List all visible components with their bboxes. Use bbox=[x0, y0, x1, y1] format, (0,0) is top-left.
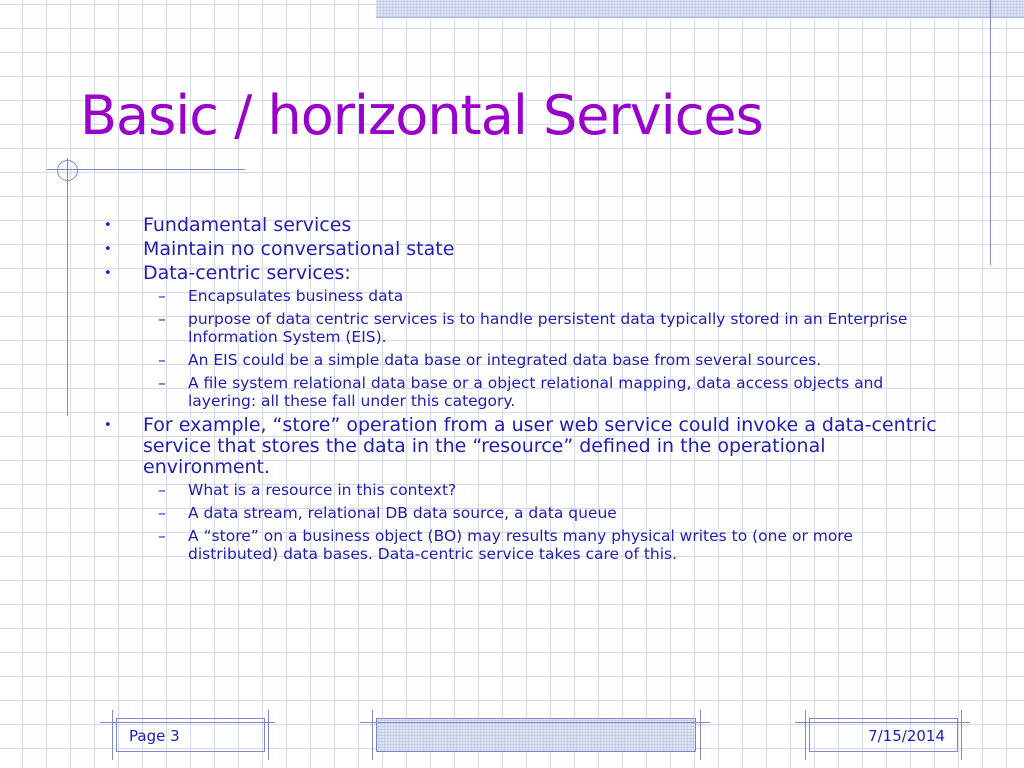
dash-icon: – bbox=[158, 481, 166, 499]
bullet-text: purpose of data centric services is to handle persistent data typically stored in an Enterprise Information System (EIS). bbox=[188, 310, 908, 346]
bullet-text: An EIS could be a simple data base or integrated data base from several sources. bbox=[188, 351, 822, 369]
dash-icon: – bbox=[158, 351, 166, 369]
dash-icon: – bbox=[158, 527, 166, 545]
footer-rule bbox=[795, 722, 970, 723]
footer-tick bbox=[805, 710, 806, 760]
bullet-dot-icon: • bbox=[104, 266, 112, 281]
top-decor-band bbox=[376, 0, 1024, 18]
bullet-text: A data stream, relational DB data source, a data queue bbox=[188, 504, 617, 522]
left-vertical-rule bbox=[67, 158, 68, 416]
sub-bullet-item bbox=[104, 287, 944, 305]
dash-icon: – bbox=[158, 504, 166, 522]
footer-tick bbox=[112, 710, 113, 760]
footer-tick bbox=[961, 710, 962, 760]
footer-page-box bbox=[116, 718, 265, 752]
footer-rule bbox=[360, 722, 710, 723]
bullet-dot-icon: • bbox=[104, 242, 112, 257]
bullet-dot-icon: • bbox=[104, 218, 112, 233]
footer-date-box bbox=[809, 718, 958, 752]
sub-bullet-item bbox=[104, 374, 944, 410]
footer-tick bbox=[268, 710, 269, 760]
sub-bullet-item bbox=[104, 351, 944, 369]
page-number: Page 3 bbox=[129, 727, 180, 745]
bullet-text: For example, “store” operation from a user web service could invoke a data-centric service that stores the data in the “resource” defined in the operational environment. bbox=[143, 414, 937, 478]
bullet-text: A “store” on a business object (BO) may results many physical writes to (one or more distributed) data bases. Data-centric service takes care of this. bbox=[188, 527, 853, 563]
footer-tick bbox=[372, 710, 373, 760]
bullet-text: A file system relational data base or a object relational mapping, data access objects and layering: all these fall under this category. bbox=[188, 374, 884, 410]
dash-icon: – bbox=[158, 310, 166, 328]
sub-bullet-item bbox=[104, 481, 944, 499]
footer-tick bbox=[700, 710, 701, 760]
slide-title: Basic / horizontal Services bbox=[80, 84, 763, 147]
bullet-text: Maintain no conversational state bbox=[143, 238, 455, 260]
bullet-text: Encapsulates business data bbox=[188, 287, 404, 305]
bullet-text: Fundamental services bbox=[143, 214, 352, 236]
sub-bullet-item bbox=[104, 527, 944, 563]
bullet-item bbox=[104, 239, 944, 260]
slide-date: 7/15/2014 bbox=[868, 727, 945, 745]
bullet-item bbox=[104, 415, 944, 478]
bullet-text: Data-centric services: bbox=[143, 262, 351, 284]
dash-icon: – bbox=[158, 287, 166, 305]
sub-bullet-item bbox=[104, 310, 944, 346]
sub-bullet-item bbox=[104, 504, 944, 522]
bullet-item bbox=[104, 215, 944, 236]
bullet-dot-icon: • bbox=[104, 418, 112, 433]
bullet-list bbox=[104, 215, 944, 568]
corner-circle-decor bbox=[57, 160, 78, 181]
footer-rule bbox=[100, 722, 275, 723]
right-vertical-rule bbox=[990, 0, 991, 265]
dash-icon: – bbox=[158, 374, 166, 392]
footer-center-box bbox=[376, 718, 696, 752]
bullet-text: What is a resource in this context? bbox=[188, 481, 457, 499]
bullet-item bbox=[104, 263, 944, 284]
